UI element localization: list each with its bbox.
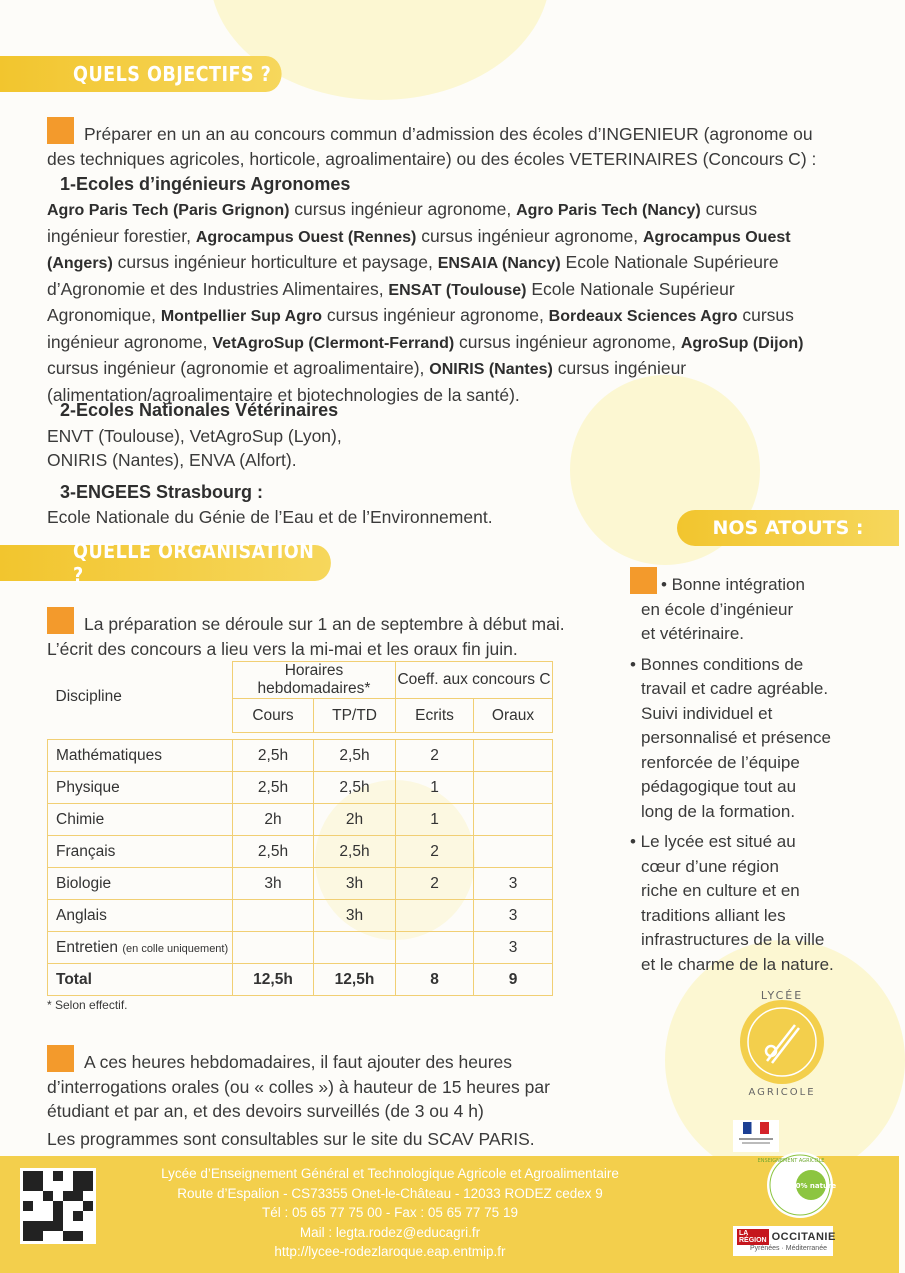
heading-ecoles-veterinaires: 2-Ecoles Nationales Vétérinaires: [60, 400, 339, 420]
school-name: ENSAIA (Nancy): [437, 255, 561, 272]
atouts-list: [630, 567, 870, 977]
table-row: [48, 932, 553, 964]
school-name: Agrocampus Ouest (Angers): [47, 228, 791, 272]
ministry-logo: [733, 1120, 779, 1152]
school-description: cursus ingénieur agronome,: [454, 331, 681, 352]
section-title-organisation: QUELLE ORGANISATION ?: [73, 539, 315, 587]
atout-line: en école d’ingénieur: [641, 599, 794, 619]
qr-code-icon[interactable]: [20, 1168, 96, 1244]
school-name: ONIRIS (Nantes): [429, 361, 553, 378]
atout-line: riche en culture et en: [641, 881, 800, 900]
table-cell-tptd: 2,5h: [314, 836, 396, 868]
region-occitanie-logo: [733, 1226, 836, 1256]
table-row: [48, 836, 553, 868]
atout-line: • Bonnes conditions de: [630, 654, 804, 674]
table-row: [48, 772, 553, 804]
table-cell-ecrits: [396, 932, 474, 964]
table-cell-cours: 3h: [233, 868, 314, 900]
lycee-agricole-badge: [727, 985, 837, 1100]
atout-line: et le charme de la nature.: [641, 954, 834, 974]
orange-square-bullet-icon: [630, 567, 657, 594]
heading-ecoles-ingenieurs: 1-Ecoles d’ingénieurs Agronomes: [60, 174, 351, 194]
table-cell-discipline: Mathématiques: [48, 740, 233, 772]
atout-line: long de la formation.: [641, 801, 796, 821]
table-cell-ecrits: 1: [396, 772, 474, 804]
table-cell-oraux: 3: [474, 900, 553, 932]
atout-item-3: [630, 830, 870, 977]
atout-line: Suivi individuel et: [641, 703, 773, 723]
region-tag: LA RÉGION: [739, 1230, 767, 1244]
nature-logo-ring-text: ENSEIGNEMENT AGRICOLE: [757, 1158, 825, 1164]
orange-square-bullet-icon: [47, 607, 74, 634]
column-header-ecrits: Ecrits: [396, 699, 474, 733]
table-cell-tptd: 3h: [314, 900, 396, 932]
schools-paragraph: [47, 197, 827, 407]
orange-square-bullet-icon: [47, 117, 74, 144]
column-header-cours: Cours: [233, 699, 314, 733]
vet-schools-line-1: ENVT (Toulouse), VetAgroSup (Lyon),: [47, 426, 342, 446]
column-header-horaires: Horaires hebdomadaires*: [233, 662, 396, 699]
atout-line: travail et cadre agréable.: [641, 679, 829, 698]
school-name: Agrocampus Ouest (Rennes): [195, 228, 417, 246]
programmes-note: Les programmes sont consultables sur le site du SCAV PARIS.: [47, 1129, 535, 1149]
table-cell-cours: [233, 900, 314, 932]
table-cell-cours: 2h: [233, 804, 314, 836]
school-name: Bordeaux Sciences Agro: [548, 308, 738, 325]
table-cell-cours: [233, 932, 314, 964]
schedule-table: [47, 661, 553, 996]
organisation-extra: A ces heures hebdomadaires, il faut ajouter des heures d’interrogations orales (ou « colles ») à hauteur de 15 heures par étudiant et par an, et des devoirs surveillés (de 3 ou 4 h): [47, 1045, 567, 1124]
table-cell-ecrits: [396, 900, 474, 932]
table-cell-ecrits: 2: [396, 740, 474, 772]
table-cell-tptd: 3h: [314, 868, 396, 900]
table-cell-tptd: 2h: [314, 804, 396, 836]
table-row-total: [48, 964, 553, 996]
table-cell-discipline: Total: [48, 964, 233, 996]
atout-line: pédagogique tout au: [641, 777, 797, 796]
table-cell-cours: 2,5h: [233, 772, 314, 804]
table-cell-ecrits: 8: [396, 964, 474, 996]
atout-line: • Bonne intégration: [630, 567, 870, 598]
table-cell-cours: 2,5h: [233, 836, 314, 868]
table-cell-ecrits: 1: [396, 804, 474, 836]
section-title-atouts: NOS ATOUTS :: [712, 517, 864, 539]
footer-website-link[interactable]: http://lycee-rodezlaroque.eap.entmip.fr: [274, 1244, 506, 1259]
table-cell-tptd: 2,5h: [314, 740, 396, 772]
column-header-tptd: TP/TD: [314, 699, 396, 733]
objectifs-intro: Préparer en un an au concours commun d’admission des écoles d’INGENIEUR (agronome ou des techniques agricoles, horticole, agroalimentaire) ou des écoles VETERINAIRES (Concours C) :: [47, 117, 837, 171]
orange-square-bullet-icon: [47, 1045, 74, 1072]
atout-line: personnalisé et présence: [641, 728, 831, 747]
table-row: [48, 740, 553, 772]
table-cell-tptd: 12,5h: [314, 964, 396, 996]
table-cell-cours: 2,5h: [233, 740, 314, 772]
column-header-coeff: Coeff. aux concours C: [396, 662, 553, 699]
table-row: [48, 900, 553, 932]
school-description: Ecole Nationale Supérieur Agronomique,: [47, 278, 735, 325]
table-row: [48, 804, 553, 836]
table-cell-tptd: 2,5h: [314, 772, 396, 804]
school-description: cursus ingénieur horticulture et paysage,: [112, 252, 438, 272]
atout-line: cœur d’une région: [641, 856, 779, 876]
school-description: cursus ingénieur agronome,: [322, 305, 549, 325]
table-cell-oraux: [474, 836, 553, 868]
table-cell-oraux: [474, 740, 553, 772]
column-header-discipline: Discipline: [55, 688, 122, 705]
atout-line: infrastructures de la ville: [641, 930, 825, 949]
badge-text-top: LYCÉE: [760, 989, 804, 1002]
table-cell-ecrits: 2: [396, 868, 474, 900]
table-footnote: * Selon effectif.: [47, 998, 128, 1012]
atout-line: et vétérinaire.: [641, 624, 744, 643]
school-name: Agro Paris Tech (Nancy): [516, 202, 701, 219]
table-cell-discipline: Chimie: [48, 804, 233, 836]
table-cell-cours: 12,5h: [233, 964, 314, 996]
engees-description: Ecole Nationale du Génie de l’Eau et de l’Environnement.: [47, 507, 493, 527]
region-name: OCCITANIE: [771, 1231, 836, 1243]
table-cell-oraux: [474, 804, 553, 836]
schedule-table-body: [48, 740, 553, 964]
table-cell-discipline: Physique: [48, 772, 233, 804]
enseignement-agricole-nature-logo: [757, 1150, 837, 1220]
column-header-oraux: Oraux: [474, 699, 553, 733]
section-title-objectifs: QUELS OBJECTIFS ?: [73, 62, 272, 86]
vet-schools-line-2: ONIRIS (Nantes), ENVA (Alfort).: [47, 450, 297, 470]
table-header-row: [48, 662, 553, 699]
table-cell-discipline: Biologie: [48, 868, 233, 900]
school-description: cursus ingénieur agronome,: [47, 305, 794, 352]
atout-line: renforcée de l’équipe: [641, 752, 800, 772]
footer-contact: [120, 1164, 660, 1262]
table-cell-tptd: [314, 932, 396, 964]
nature-logo-text: 100% nature: [785, 1182, 837, 1190]
school-name: AgroSup (Dijon): [680, 334, 804, 352]
atout-line: traditions alliant les: [641, 905, 786, 925]
table-cell-note: (en colle uniquement): [122, 942, 229, 955]
footer-phone: Tél : 05 65 77 75 00 - Fax : 05 65 77 75 19: [262, 1205, 518, 1220]
school-description: Ecole Nationale Supérieure d’Agronomie et des Industries Alimentaires,: [47, 252, 779, 299]
table-cell-oraux: [474, 772, 553, 804]
heading-engees: 3-ENGEES Strasbourg :: [60, 482, 264, 502]
french-flag-icon: [743, 1122, 769, 1134]
table-cell-oraux: 9: [474, 964, 553, 996]
school-name: VetAgroSup (Clermont-Ferrand): [212, 334, 455, 352]
school-name: Montpellier Sup Agro: [160, 308, 323, 325]
table-cell-discipline: Anglais: [48, 900, 233, 932]
school-name: ENSAT (Toulouse): [388, 281, 527, 299]
badge-text-bottom: AGRICOLE: [748, 1087, 816, 1098]
section-banner-objectifs: [0, 56, 282, 92]
table-cell-ecrits: 2: [396, 836, 474, 868]
atout-line: • Le lycée est situé au: [630, 832, 796, 851]
table-cell-oraux: 3: [474, 932, 553, 964]
table-cell-discipline: Français: [48, 836, 233, 868]
school-description: cursus ingénieur (agronomie et agroalimentaire),: [47, 358, 430, 378]
school-description: cursus ingénieur agronome,: [416, 225, 643, 246]
footer-mail-link[interactable]: Mail : legta.rodez@educagri.fr: [299, 1224, 481, 1240]
atout-item-2: [630, 653, 870, 825]
region-subtitle: Pyrénées · Méditerranée: [749, 1245, 827, 1252]
footer-school-name: Lycée d’Enseignement Général et Technologique Agricole et Agroalimentaire: [161, 1166, 619, 1181]
section-banner-organisation: [0, 539, 331, 587]
atout-item-1: [630, 567, 870, 647]
table-cell-oraux: 3: [474, 868, 553, 900]
school-name: Agro Paris Tech (Paris Grignon): [47, 202, 290, 219]
organisation-intro: La préparation se déroule sur 1 an de septembre à début mai. L’écrit des concours a lieu vers la mi-mai et les oraux fin juin.: [47, 607, 597, 661]
school-description: cursus ingénieur agronome,: [289, 199, 517, 219]
school-description: cursus ingénieur forestier,: [47, 199, 758, 246]
footer-address: Route d’Espalion - CS73355 Onet-le-Château - 12033 RODEZ cedex 9: [177, 1185, 603, 1201]
table-row: [48, 868, 553, 900]
table-spacer-row: [48, 733, 553, 740]
school-description: cursus ingénieur (alimentation/agroalimentaire et biotechnologies de la santé).: [47, 358, 687, 405]
section-banner-atouts: [677, 510, 899, 546]
table-cell-discipline: Entretien (en colle uniquement): [48, 932, 233, 964]
